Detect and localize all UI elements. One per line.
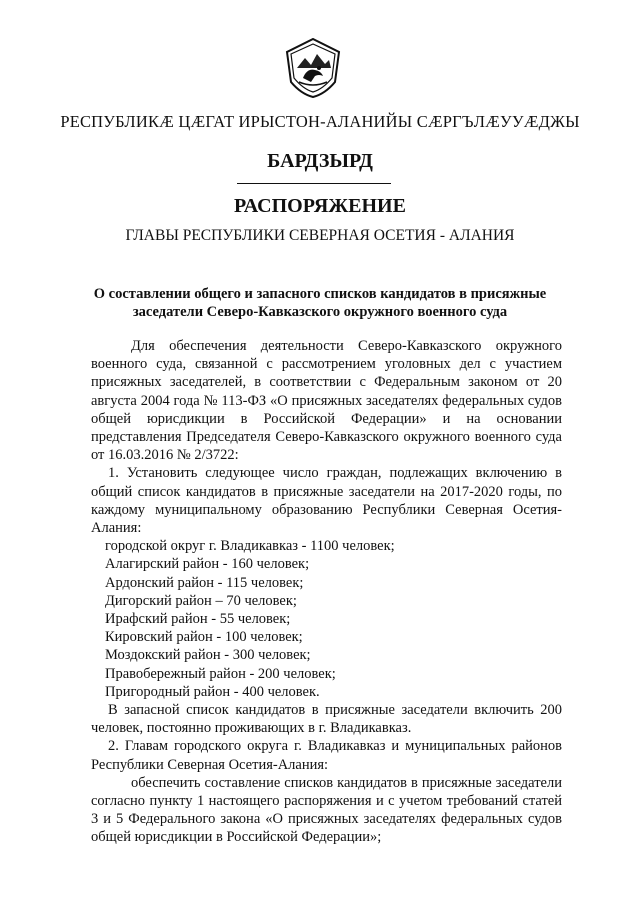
point-1-paragraph: 1. Установить следующее число граждан, подлежащих включению в общий список кандидатов в присяжные заседатели на 2017-2020 годы, по каждому муниципальному образованию Республики Северная Осетия-Алания: <box>91 465 562 537</box>
header-divider <box>237 183 391 184</box>
district-item: Дигорский район – 70 человек; <box>105 592 297 609</box>
district-item: городской округ г. Владикавказ - 1100 человек; <box>105 538 395 555</box>
coat-of-arms-icon <box>285 38 341 98</box>
bardzyrd-heading: БАРДЗЫРД <box>267 150 373 172</box>
reserve-list-paragraph: В запасной список кандидатов в присяжные заседатели включить 200 человек, постоянно проживающих в г. Владикавказ. <box>91 702 562 737</box>
document-title-line-2: заседатели Северо-Кавказского окружного военного суда <box>132 304 508 320</box>
ossetian-header: РЕСПУБЛИКӔ ЦӔГАТ ИРЫСТОН-АЛАНИЙЫ СӔРГЪЛӔУУӔДЖЫ <box>60 112 580 131</box>
intro-paragraph: Для обеспечения деятельности Северо-Кавказского окружного военного суда, связанной с рассмотрением уголовных дел с участием присяжных заседателей, в соответствии с Федеральным законом от 20 августа 2004 года № 113-ФЗ «О присяжных заседателях федеральных судов общей юрисдикции в Российской Федерации» и на основании представления Председателя Северо-Кавказского окружного военного суда от 16.03.2016 № 2/3722: <box>91 338 562 464</box>
district-item: Ирафский район - 55 человек; <box>105 611 291 628</box>
district-item: Ардонский район - 115 человек; <box>105 574 304 591</box>
order-heading: РАСПОРЯЖЕНИЕ <box>234 195 406 217</box>
district-item: Моздокский район - 300 человек; <box>105 647 311 664</box>
point-2-subparagraph: обеспечить составление списков кандидатов в присяжные заседатели согласно пункту 1 настоящего распоряжения и с учетом требований статей 3 и 5 Федерального закона «О присяжных заседателях федеральных судов общей юрисдикции в Российской Федерации»; <box>91 774 562 846</box>
document-body <box>91 337 562 847</box>
issuer-subtitle: ГЛАВЫ РЕСПУБЛИКИ СЕВЕРНАЯ ОСЕТИЯ - АЛАНИЯ <box>125 227 515 244</box>
document-title-line-1: О составлении общего и запасного списков кандидатов в присяжные <box>93 286 547 302</box>
district-item: Алагирский район - 160 человек; <box>105 556 310 573</box>
district-item: Пригородный район - 400 человек. <box>105 683 320 700</box>
district-item: Правобережный район - 200 человек; <box>105 665 336 682</box>
district-item: Кировский район - 100 человек; <box>105 629 303 646</box>
point-2-paragraph: 2. Главам городского округа г. Владикавказ и муниципальных районов Республики Северная Осетия-Алания: <box>91 738 562 773</box>
